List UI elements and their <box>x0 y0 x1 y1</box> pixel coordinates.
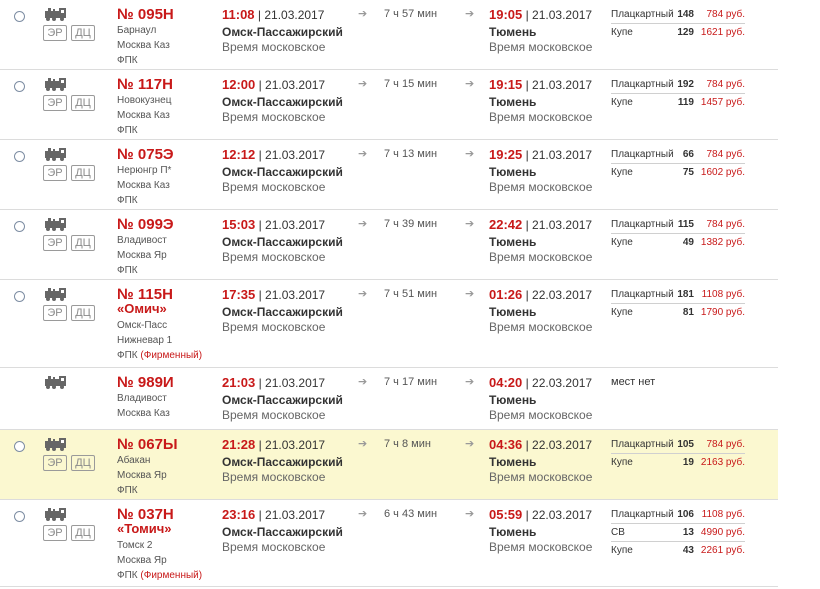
seat-price: 2163 руб. <box>700 457 745 468</box>
train-number[interactable]: № 095Н <box>117 6 174 23</box>
departure-timezone: Время московское <box>222 250 326 264</box>
seat-class[interactable]: Купе <box>611 457 633 468</box>
arrival-time <box>489 507 592 522</box>
arrow-right-icon: ➔ <box>465 78 475 90</box>
seat-class[interactable]: Плацкартный <box>611 439 674 450</box>
arrival-hour: 04:20 <box>489 375 523 390</box>
train-number[interactable]: № 075Э <box>117 146 174 163</box>
er-badge: ЭР <box>43 305 67 321</box>
class-divider <box>611 163 745 164</box>
seat-class[interactable]: Плацкартный <box>611 219 674 230</box>
travel-duration: 6 ч 43 мин <box>384 508 438 520</box>
arrow-right-icon: ➔ <box>465 376 475 388</box>
route-destination: Москва Яр <box>117 470 167 481</box>
carrier-name: ФПК <box>117 125 138 136</box>
departure-time <box>222 217 325 232</box>
departure-time <box>222 437 325 452</box>
select-radio[interactable] <box>14 81 25 92</box>
arrival-station: Тюмень <box>489 165 537 179</box>
seat-class[interactable]: СВ <box>611 527 625 538</box>
departure-timezone: Время московское <box>222 40 326 54</box>
arrival-time <box>489 287 592 302</box>
train-number[interactable]: № 099Э <box>117 216 174 233</box>
departure-station: Омск-Пассажирский <box>222 235 343 249</box>
arrival-hour: 04:36 <box>489 437 523 452</box>
arrow-right-icon: ➔ <box>465 508 475 520</box>
seat-class[interactable]: Купе <box>611 97 633 108</box>
departure-time <box>222 287 325 302</box>
departure-station: Омск-Пассажирский <box>222 165 343 179</box>
arrival-hour: 01:26 <box>489 287 523 302</box>
dc-badge: ДЦ <box>71 235 95 251</box>
seat-count: 43 <box>682 545 694 556</box>
seat-class[interactable]: Плацкартный <box>611 289 674 300</box>
seat-class[interactable]: Плацкартный <box>611 9 674 20</box>
train-icon <box>44 77 68 91</box>
arrival-timezone: Время московское <box>489 470 593 484</box>
arrival-station: Тюмень <box>489 305 537 319</box>
route-origin: Нерюнгр П* <box>117 165 172 176</box>
departure-timezone: Время московское <box>222 470 326 484</box>
departure-date: | 21.03.2017 <box>258 78 326 92</box>
seat-count: 148 <box>677 9 694 20</box>
seat-price: 784 руб. <box>706 9 745 20</box>
route-destination: Москва Яр <box>117 250 167 261</box>
train-icon <box>44 507 68 521</box>
route-origin: Владивост <box>117 393 167 404</box>
travel-duration: 7 ч 51 мин <box>384 288 438 300</box>
seat-price: 1790 руб. <box>700 307 745 318</box>
dc-badge: ДЦ <box>71 305 95 321</box>
train-number[interactable]: № 037Н <box>117 506 174 523</box>
arrow-right-icon: ➔ <box>358 438 368 450</box>
arrival-station: Тюмень <box>489 455 537 469</box>
carrier <box>117 349 202 362</box>
seat-count: 181 <box>677 289 694 300</box>
carrier <box>117 194 138 207</box>
seat-price: 4990 руб. <box>700 527 745 538</box>
class-divider <box>611 523 745 524</box>
select-radio[interactable] <box>14 11 25 22</box>
departure-date: | 21.03.2017 <box>258 508 326 522</box>
arrival-station: Тюмень <box>489 95 537 109</box>
arrival-timezone: Время московское <box>489 40 593 54</box>
class-divider <box>611 233 745 234</box>
seat-count: 75 <box>682 167 694 178</box>
select-radio[interactable] <box>14 511 25 522</box>
route-origin: Абакан <box>117 455 151 466</box>
train-icon <box>44 287 68 301</box>
train-row[interactable] <box>0 368 778 430</box>
arrival-timezone: Время московское <box>489 250 593 264</box>
seat-price: 1621 руб. <box>700 27 745 38</box>
departure-time <box>222 507 325 522</box>
er-badge: ЭР <box>43 455 67 471</box>
train-number[interactable]: № 115Н <box>117 286 173 303</box>
train-row[interactable] <box>0 140 778 210</box>
train-icon <box>44 437 68 451</box>
train-name: «Томич» <box>117 521 172 536</box>
dc-badge: ДЦ <box>71 525 95 541</box>
arrival-hour: 19:15 <box>489 77 523 92</box>
seat-class[interactable]: Купе <box>611 545 633 556</box>
select-radio[interactable] <box>14 221 25 232</box>
arrow-right-icon: ➔ <box>465 438 475 450</box>
carrier <box>117 484 138 497</box>
carrier-name: ФПК <box>117 195 138 206</box>
carrier <box>117 124 138 137</box>
route-origin: Омск-Пасс <box>117 320 168 331</box>
arrival-timezone: Время московское <box>489 110 593 124</box>
arrival-timezone: Время московское <box>489 320 593 334</box>
arrival-time <box>489 7 592 22</box>
arrival-time <box>489 375 592 390</box>
seat-class[interactable]: Плацкартный <box>611 79 674 90</box>
route-origin: Томск 2 <box>117 540 153 551</box>
arrival-timezone: Время московское <box>489 408 593 422</box>
arrival-time <box>489 217 592 232</box>
departure-date: | 21.03.2017 <box>257 8 325 22</box>
arrival-hour: 19:05 <box>489 7 523 22</box>
carrier-name: ФПК <box>117 485 138 496</box>
seat-price: 1108 руб. <box>701 289 745 300</box>
carrier <box>117 569 202 582</box>
departure-station: Омск-Пассажирский <box>222 305 343 319</box>
departure-station: Омск-Пассажирский <box>222 393 343 407</box>
er-badge: ЭР <box>43 235 67 251</box>
departure-hour: 15:03 <box>222 217 256 232</box>
route-origin: Барнаул <box>117 25 157 36</box>
arrival-hour: 05:59 <box>489 507 523 522</box>
arrival-date: | 22.03.2017 <box>525 508 593 522</box>
departure-hour: 21:03 <box>222 375 256 390</box>
train-icon <box>44 147 68 161</box>
travel-duration: 7 ч 17 мин <box>384 376 438 388</box>
arrival-station: Тюмень <box>489 25 537 39</box>
seat-count: 13 <box>682 527 694 538</box>
train-icon <box>44 375 68 389</box>
select-radio[interactable] <box>14 441 25 452</box>
seat-price: 784 руб. <box>706 149 745 160</box>
seat-count: 115 <box>677 219 694 230</box>
er-badge: ЭР <box>43 165 67 181</box>
select-radio[interactable] <box>14 151 25 162</box>
arrow-right-icon: ➔ <box>465 288 475 300</box>
select-radio[interactable] <box>14 291 25 302</box>
er-badge: ЭР <box>43 25 67 41</box>
seat-class[interactable]: Плацкартный <box>611 149 674 160</box>
seat-count: 49 <box>682 237 694 248</box>
departure-station: Омск-Пассажирский <box>222 25 343 39</box>
route-origin: Новокузнец <box>117 95 172 106</box>
departure-station: Омск-Пассажирский <box>222 455 343 469</box>
seat-class[interactable]: Плацкартный <box>611 509 674 520</box>
departure-date: | 21.03.2017 <box>258 218 326 232</box>
departure-date: | 21.03.2017 <box>258 438 326 452</box>
departure-timezone: Время московское <box>222 320 326 334</box>
seat-class[interactable]: Купе <box>611 167 633 178</box>
dc-badge: ДЦ <box>71 455 95 471</box>
departure-time <box>222 77 325 92</box>
seat-count: 105 <box>677 439 694 450</box>
arrow-right-icon: ➔ <box>358 78 368 90</box>
departure-timezone: Время московское <box>222 540 326 554</box>
train-number[interactable]: № 067Ы <box>117 436 178 453</box>
arrival-timezone: Время московское <box>489 540 593 554</box>
seat-price: 1602 руб. <box>700 167 745 178</box>
route-destination: Москва Каз <box>117 110 170 121</box>
seat-price: 1382 руб. <box>700 237 745 248</box>
seat-count: 119 <box>677 97 694 108</box>
arrival-date: | 21.03.2017 <box>525 8 593 22</box>
travel-duration: 7 ч 15 мин <box>384 78 438 90</box>
departure-hour: 23:16 <box>222 507 256 522</box>
seat-price: 1108 руб. <box>701 509 745 520</box>
departure-hour: 17:35 <box>222 287 256 302</box>
firm-label: (Фирменный) <box>140 350 203 361</box>
seat-class[interactable]: Купе <box>611 307 633 318</box>
arrow-right-icon: ➔ <box>465 8 475 20</box>
departure-date: | 21.03.2017 <box>258 288 326 302</box>
carrier-name: ФПК <box>117 350 138 361</box>
seat-count: 129 <box>677 27 694 38</box>
train-row[interactable] <box>0 210 778 280</box>
departure-station: Омск-Пассажирский <box>222 95 343 109</box>
arrow-right-icon: ➔ <box>358 508 368 520</box>
arrival-station: Тюмень <box>489 235 537 249</box>
route-destination: Москва Каз <box>117 180 170 191</box>
firm-label: (Фирменный) <box>140 570 203 581</box>
train-icon <box>44 217 68 231</box>
arrival-time <box>489 147 592 162</box>
train-row[interactable] <box>0 500 778 587</box>
class-divider <box>611 93 745 94</box>
dc-badge: ДЦ <box>71 165 95 181</box>
carrier-name: ФПК <box>117 570 138 581</box>
class-divider <box>611 453 745 454</box>
carrier-name: ФПК <box>117 265 138 276</box>
departure-date: | 21.03.2017 <box>258 148 326 162</box>
class-divider <box>611 541 745 542</box>
departure-time <box>222 375 325 390</box>
arrival-date: | 21.03.2017 <box>525 148 593 162</box>
class-divider <box>611 303 745 304</box>
departure-timezone: Время московское <box>222 110 326 124</box>
carrier <box>117 264 138 277</box>
no-seats-label: мест нет <box>611 376 656 388</box>
travel-duration: 7 ч 13 мин <box>384 148 438 160</box>
seat-price: 784 руб. <box>706 219 745 230</box>
departure-timezone: Время московское <box>222 408 326 422</box>
train-row[interactable] <box>0 0 778 70</box>
route-destination: Москва Каз <box>117 408 170 419</box>
seat-price: 784 руб. <box>706 79 745 90</box>
arrival-station: Тюмень <box>489 525 537 539</box>
seat-count: 192 <box>677 79 694 90</box>
carrier <box>117 54 138 67</box>
departure-hour: 12:12 <box>222 147 256 162</box>
arrival-date: | 22.03.2017 <box>525 438 593 452</box>
dc-badge: ДЦ <box>71 95 95 111</box>
arrival-time <box>489 77 592 92</box>
seat-price: 784 руб. <box>706 439 745 450</box>
arrival-timezone: Время московское <box>489 180 593 194</box>
arrow-right-icon: ➔ <box>465 148 475 160</box>
arrival-station: Тюмень <box>489 393 537 407</box>
departure-time <box>222 7 324 22</box>
seat-count: 19 <box>682 457 694 468</box>
seat-count: 66 <box>682 149 694 160</box>
departure-station: Омск-Пассажирский <box>222 525 343 539</box>
arrival-date: | 22.03.2017 <box>525 288 593 302</box>
train-icon <box>44 7 68 21</box>
seat-class[interactable]: Купе <box>611 237 633 248</box>
travel-duration: 7 ч 8 мин <box>384 438 431 450</box>
route-origin: Владивост <box>117 235 167 246</box>
arrival-hour: 22:42 <box>489 217 523 232</box>
arrival-date: | 22.03.2017 <box>525 376 593 390</box>
departure-hour: 11:08 <box>222 7 255 22</box>
carrier-name: ФПК <box>117 55 138 66</box>
arrow-right-icon: ➔ <box>358 218 368 230</box>
travel-duration: 7 ч 39 мин <box>384 218 438 230</box>
class-divider <box>611 23 745 24</box>
departure-hour: 12:00 <box>222 77 256 92</box>
arrow-right-icon: ➔ <box>465 218 475 230</box>
arrow-right-icon: ➔ <box>358 148 368 160</box>
dc-badge: ДЦ <box>71 25 95 41</box>
train-row[interactable] <box>0 280 778 368</box>
arrival-date: | 21.03.2017 <box>525 218 593 232</box>
train-number[interactable]: № 117Н <box>117 76 173 93</box>
arrow-right-icon: ➔ <box>358 376 368 388</box>
departure-timezone: Время московское <box>222 180 326 194</box>
seat-price: 2261 руб. <box>700 545 745 556</box>
arrival-date: | 21.03.2017 <box>525 78 593 92</box>
travel-duration: 7 ч 57 мин <box>384 8 438 20</box>
route-destination: Нижневар 1 <box>117 335 173 346</box>
seat-count: 106 <box>677 509 694 520</box>
train-name: «Омич» <box>117 301 167 316</box>
arrival-hour: 19:25 <box>489 147 523 162</box>
departure-time <box>222 147 325 162</box>
train-number[interactable]: № 989И <box>117 374 174 391</box>
seat-class[interactable]: Купе <box>611 27 633 38</box>
er-badge: ЭР <box>43 525 67 541</box>
train-row[interactable] <box>0 430 778 500</box>
route-destination: Москва Каз <box>117 40 170 51</box>
departure-hour: 21:28 <box>222 437 256 452</box>
route-destination: Москва Яр <box>117 555 167 566</box>
arrow-right-icon: ➔ <box>358 288 368 300</box>
departure-date: | 21.03.2017 <box>258 376 326 390</box>
train-row[interactable] <box>0 70 778 140</box>
er-badge: ЭР <box>43 95 67 111</box>
seat-price: 1457 руб. <box>700 97 745 108</box>
arrival-time <box>489 437 592 452</box>
arrow-right-icon: ➔ <box>358 8 368 20</box>
seat-count: 81 <box>682 307 694 318</box>
